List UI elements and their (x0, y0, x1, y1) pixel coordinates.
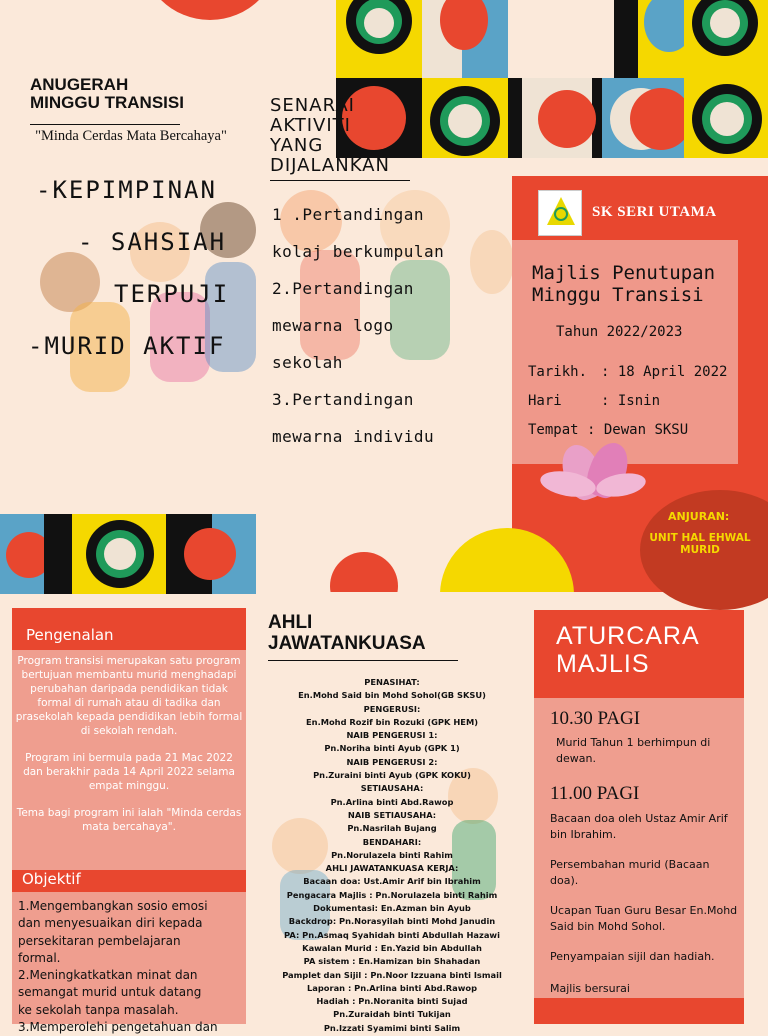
intro-text (14, 654, 244, 834)
committee-line: AHLI JAWATANKUASA KERJA: (325, 863, 459, 874)
committee-line: Backdrop: Pn.Norasyilah binti Mohd Janudin (288, 916, 496, 927)
activities-heading-line: SENARAI (270, 95, 355, 116)
committee-heading (268, 612, 468, 661)
schedule-item: Bacaan doa oleh Ustaz Amir Arif bin Ibrahim. (550, 812, 728, 841)
title-line2: MINGGU TRANSISI (30, 93, 184, 112)
title-block (30, 76, 240, 125)
activity-line: kolaj berkumpulan (272, 242, 445, 261)
event-day-value: : Isnin (601, 393, 661, 409)
objective-line: formal. (18, 950, 61, 965)
objective-list (18, 898, 246, 1036)
committee-line: Pn.Arlina binti Abd.Rawop (330, 796, 454, 807)
decor-top-red-circle (140, 0, 280, 30)
activity-line: 2.Pertandingan (272, 279, 414, 298)
objective-line: 2.Meningkatkatkan minat dan (18, 968, 198, 983)
activity-line: mewarna logo (272, 316, 394, 335)
committee-line: Pn.Noriha binti Ayub (GPK 1) (324, 743, 460, 754)
committee-line: NAIB PENGERUSI 1: (346, 730, 438, 741)
event-details (528, 358, 727, 445)
committee-line: Pn.Norulazela binti Rahim (331, 849, 453, 860)
event-date-row (528, 358, 727, 387)
committee-line: NAIB PENGERUSI 2: (346, 756, 438, 767)
title-underline (30, 124, 180, 125)
committee-line: Bacaan doa: Ust.Amir Arif bin Ibrahim (303, 876, 481, 887)
event-day-label: Hari (528, 393, 562, 409)
activities-heading-underline (270, 180, 410, 181)
activities-heading-line: YANG (270, 135, 324, 156)
schedule-list (550, 708, 740, 997)
committee-heading-line: AHLI (268, 612, 313, 633)
committee-heading-underline (268, 660, 458, 661)
activities-list (272, 196, 512, 455)
value-terpuji: TERPUJI (114, 280, 230, 308)
schedule-heading-line: MAJLIS (556, 650, 650, 678)
committee-line: PENGERUSI: (363, 703, 421, 714)
schedule-item: Murid Tahun 1 berhimpun di dewan. (556, 736, 711, 765)
committee-line: Kawalan Murid : En.Yazid bin Abdullah (302, 942, 482, 953)
event-title-line: Minggu Transisi (532, 284, 704, 306)
flower-icon (534, 438, 654, 518)
schedule-item: Majlis bersurai (550, 982, 630, 995)
schedule-time: 10.30 PAGI (550, 708, 641, 729)
title-line1: ANUGERAH (30, 75, 129, 94)
committee-line: Pn.Izzati Syamimi binti Salim (323, 1022, 461, 1033)
committee-heading-line: JAWATANKUASA (268, 633, 426, 654)
committee-line: PA sistem : En.Hamizan bin Shahadan (303, 956, 481, 967)
committee-line: Pengacara Majlis : Pn.Norulazela binti Rahim (286, 889, 498, 900)
intro-paragraph: Program ini bermula pada 21 Mac 2022 dan berakhir pada 14 April 2022 selama empat minggu. (23, 752, 235, 792)
schedule-heading-line: ATURCARA (556, 622, 700, 650)
event-date-label: Tarikh. (528, 364, 588, 380)
committee-line: PENASIHAT: (364, 677, 420, 687)
objective-line: 1.Mengembangkan sosio emosi (18, 899, 208, 913)
objective-line: persekitaran pembelajaran (18, 933, 181, 948)
schedule-time: 11.00 PAGI (550, 783, 640, 804)
event-title (532, 262, 762, 306)
activities-heading (270, 96, 420, 181)
committee-line: Dokumentasi: En.Azman bin Ayub (313, 903, 471, 914)
value-active: -MURID AKTIF (28, 332, 226, 360)
event-date-value: : 18 April 2022 (601, 364, 728, 380)
committee-line: En.Mohd Rozif bin Rozuki (GPK HEM) (306, 716, 478, 727)
activities-heading-line: DIJALANKAN (270, 155, 390, 176)
objective-line: 3.Memperolehi pengetahuan dan (18, 1020, 218, 1035)
activity-line: 3.Pertandingan (272, 390, 414, 409)
committee-line: Hadiah : Pn.Noranita binti Sujad (316, 996, 468, 1007)
intro-heading: Pengenalan (26, 626, 114, 644)
committee-line: Pamplet dan Sijil : Pn.Noor Izzuana binti Ismail (282, 969, 502, 980)
value-leadership: -KEPIMPINAN (36, 176, 217, 204)
decor-red-semicircle (330, 552, 398, 592)
committee-line: Pn.Zuraidah binti Tukijan (333, 1009, 451, 1020)
school-logo (538, 190, 582, 236)
activity-line: mewarna individu (272, 427, 435, 446)
event-title-line: Majlis Penutupan (532, 262, 716, 284)
objective-line: dan menyesuaikan diri kepada (18, 916, 203, 931)
schedule-item: Persembahan murid (Bacaan doa). (550, 858, 710, 887)
committee-line: SETIAUSAHA: (360, 783, 424, 794)
value-sahsiah: - SAHSIAH (78, 228, 227, 256)
organizer-name-line: MURID (680, 544, 720, 556)
organizer-name (636, 532, 764, 556)
schedule-item: Ucapan Tuan Guru Besar En.Mohd Said bin Mohd Sohol. (550, 904, 738, 933)
event-place-label: Tempat (528, 422, 579, 438)
committee-line: Laporan : Pn.Arlina binti Abd.Rawop (306, 982, 478, 993)
organizer-label: ANJURAN: (668, 510, 730, 523)
event-year: Tahun 2022/2023 (556, 324, 683, 340)
event-place-value: : Dewan SKSU (587, 422, 689, 438)
schedule-heading (556, 622, 700, 678)
objective-line: ke sekolah tanpa masalah. (18, 1002, 179, 1017)
intro-paragraph: Program transisi merupakan satu program bertujuan membantu murid menghadapi perubahan daripada pendidikan tidak formal di rumah atau di tadika dan prasekolah kepada pendidikan lebih formal di sekolah rendah. (15, 655, 243, 737)
committee-line: BENDAHARI: (362, 836, 422, 847)
committee-list (262, 676, 522, 1035)
activity-line: sekolah (272, 353, 343, 372)
activities-heading-line: AKTIVITI (270, 115, 351, 136)
committee-line: PA: Pn.Asmaq Syahidah binti Abdullah Hazawi (284, 929, 500, 940)
activity-line: 1 .Pertandingan (272, 205, 424, 224)
event-day-row (528, 387, 727, 416)
decor-yellow-semicircle (440, 528, 574, 592)
committee-line: NAIB SETIAUSAHA: (347, 809, 437, 820)
committee-line: Pn.Nasrilah Bujang (347, 823, 437, 834)
organizer-name-line: UNIT HAL EHWAL (649, 532, 751, 544)
committee-line: En.Mohd Said bin Mohd Sohol(GB SKSU) (298, 690, 486, 701)
objective-line: semangat murid untuk datang (18, 985, 202, 1000)
school-name: SK SERI UTAMA (592, 204, 717, 220)
intro-paragraph: Tema bagi program ini ialah "Minda cerdas mata bercahaya". (16, 807, 242, 833)
committee-line: Pn.Zuraini binti Ayub (GPK KOKU) (313, 770, 471, 781)
objective-heading: Objektif (22, 870, 81, 888)
slogan: "Minda Cerdas Mata Bercahaya" (35, 128, 227, 144)
schedule-item: Penyampaian sijil dan hadiah. (550, 950, 715, 963)
